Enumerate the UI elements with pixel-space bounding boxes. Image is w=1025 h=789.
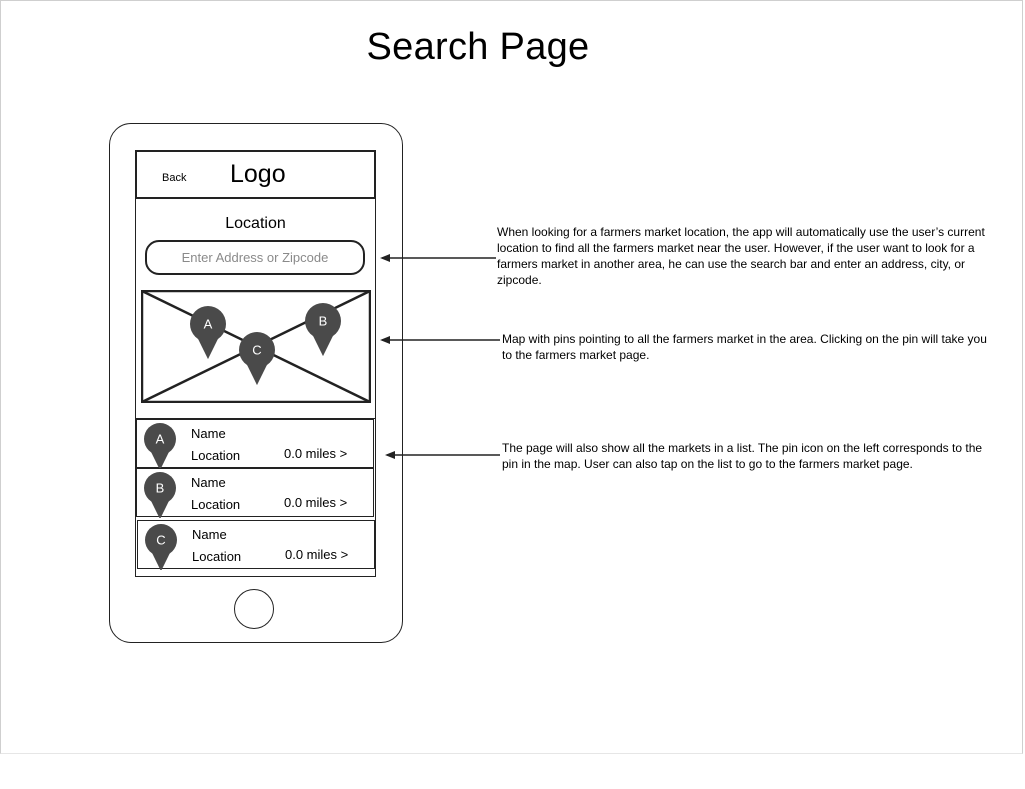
pin-label: B xyxy=(155,480,165,496)
annotation-map: Map with pins pointing to all the farmers market in the area. Clicking on the pin will take you to the farmers market page. xyxy=(502,332,987,362)
market-distance: 0.0 miles > xyxy=(284,495,348,510)
home-button[interactable] xyxy=(234,589,274,629)
pin-label: C xyxy=(156,532,166,548)
pin-label: B xyxy=(318,313,328,329)
list-pin-icon xyxy=(143,470,177,518)
arrow-head xyxy=(385,451,395,459)
annotation-search: When looking for a farmers market location, the app will automatically use the user’s current location to find all the farmers market near the user. However, if the user want to look for a farmers market in another area, he can use the search bar and enter an address, city, or zipcode. xyxy=(497,225,985,287)
annotation-arrows xyxy=(370,235,510,475)
market-location: Location xyxy=(191,448,241,463)
market-distance: 0.0 miles > xyxy=(285,547,349,562)
market-location: Location xyxy=(191,497,241,512)
annotation-list: The page will also show all the markets in a list. The pin icon on the left corresponds to the pin in the map. User can also tap on the list to go to the farmers market page. xyxy=(502,441,983,471)
page-title: Search Page xyxy=(366,26,590,68)
market-list-item[interactable] xyxy=(136,468,374,517)
pin-label: A xyxy=(155,431,165,447)
search-input[interactable]: Enter Address or Zipcode xyxy=(145,240,365,275)
arrow-head xyxy=(380,336,390,344)
back-button[interactable]: Back xyxy=(162,172,187,184)
market-name: Name xyxy=(191,475,226,490)
map-pin-b-icon[interactable] xyxy=(144,472,176,518)
market-distance: 0.0 miles > xyxy=(284,446,348,461)
pin-label: A xyxy=(203,316,213,332)
map-placeholder[interactable] xyxy=(141,290,371,403)
market-name: Name xyxy=(192,527,227,542)
map-pin-c-icon[interactable] xyxy=(145,524,177,570)
logo: Logo xyxy=(230,160,286,188)
market-location: Location xyxy=(192,549,242,564)
market-list-item[interactable] xyxy=(137,520,375,569)
market-name: Name xyxy=(191,426,226,441)
list-pin-icon xyxy=(144,522,178,570)
map-pin-a-icon[interactable] xyxy=(144,423,176,469)
pin-label: C xyxy=(252,342,262,358)
list-pin-icon xyxy=(143,421,177,469)
arrow-head xyxy=(380,254,390,262)
location-heading: Location xyxy=(225,215,286,232)
market-list-item[interactable] xyxy=(136,419,374,468)
